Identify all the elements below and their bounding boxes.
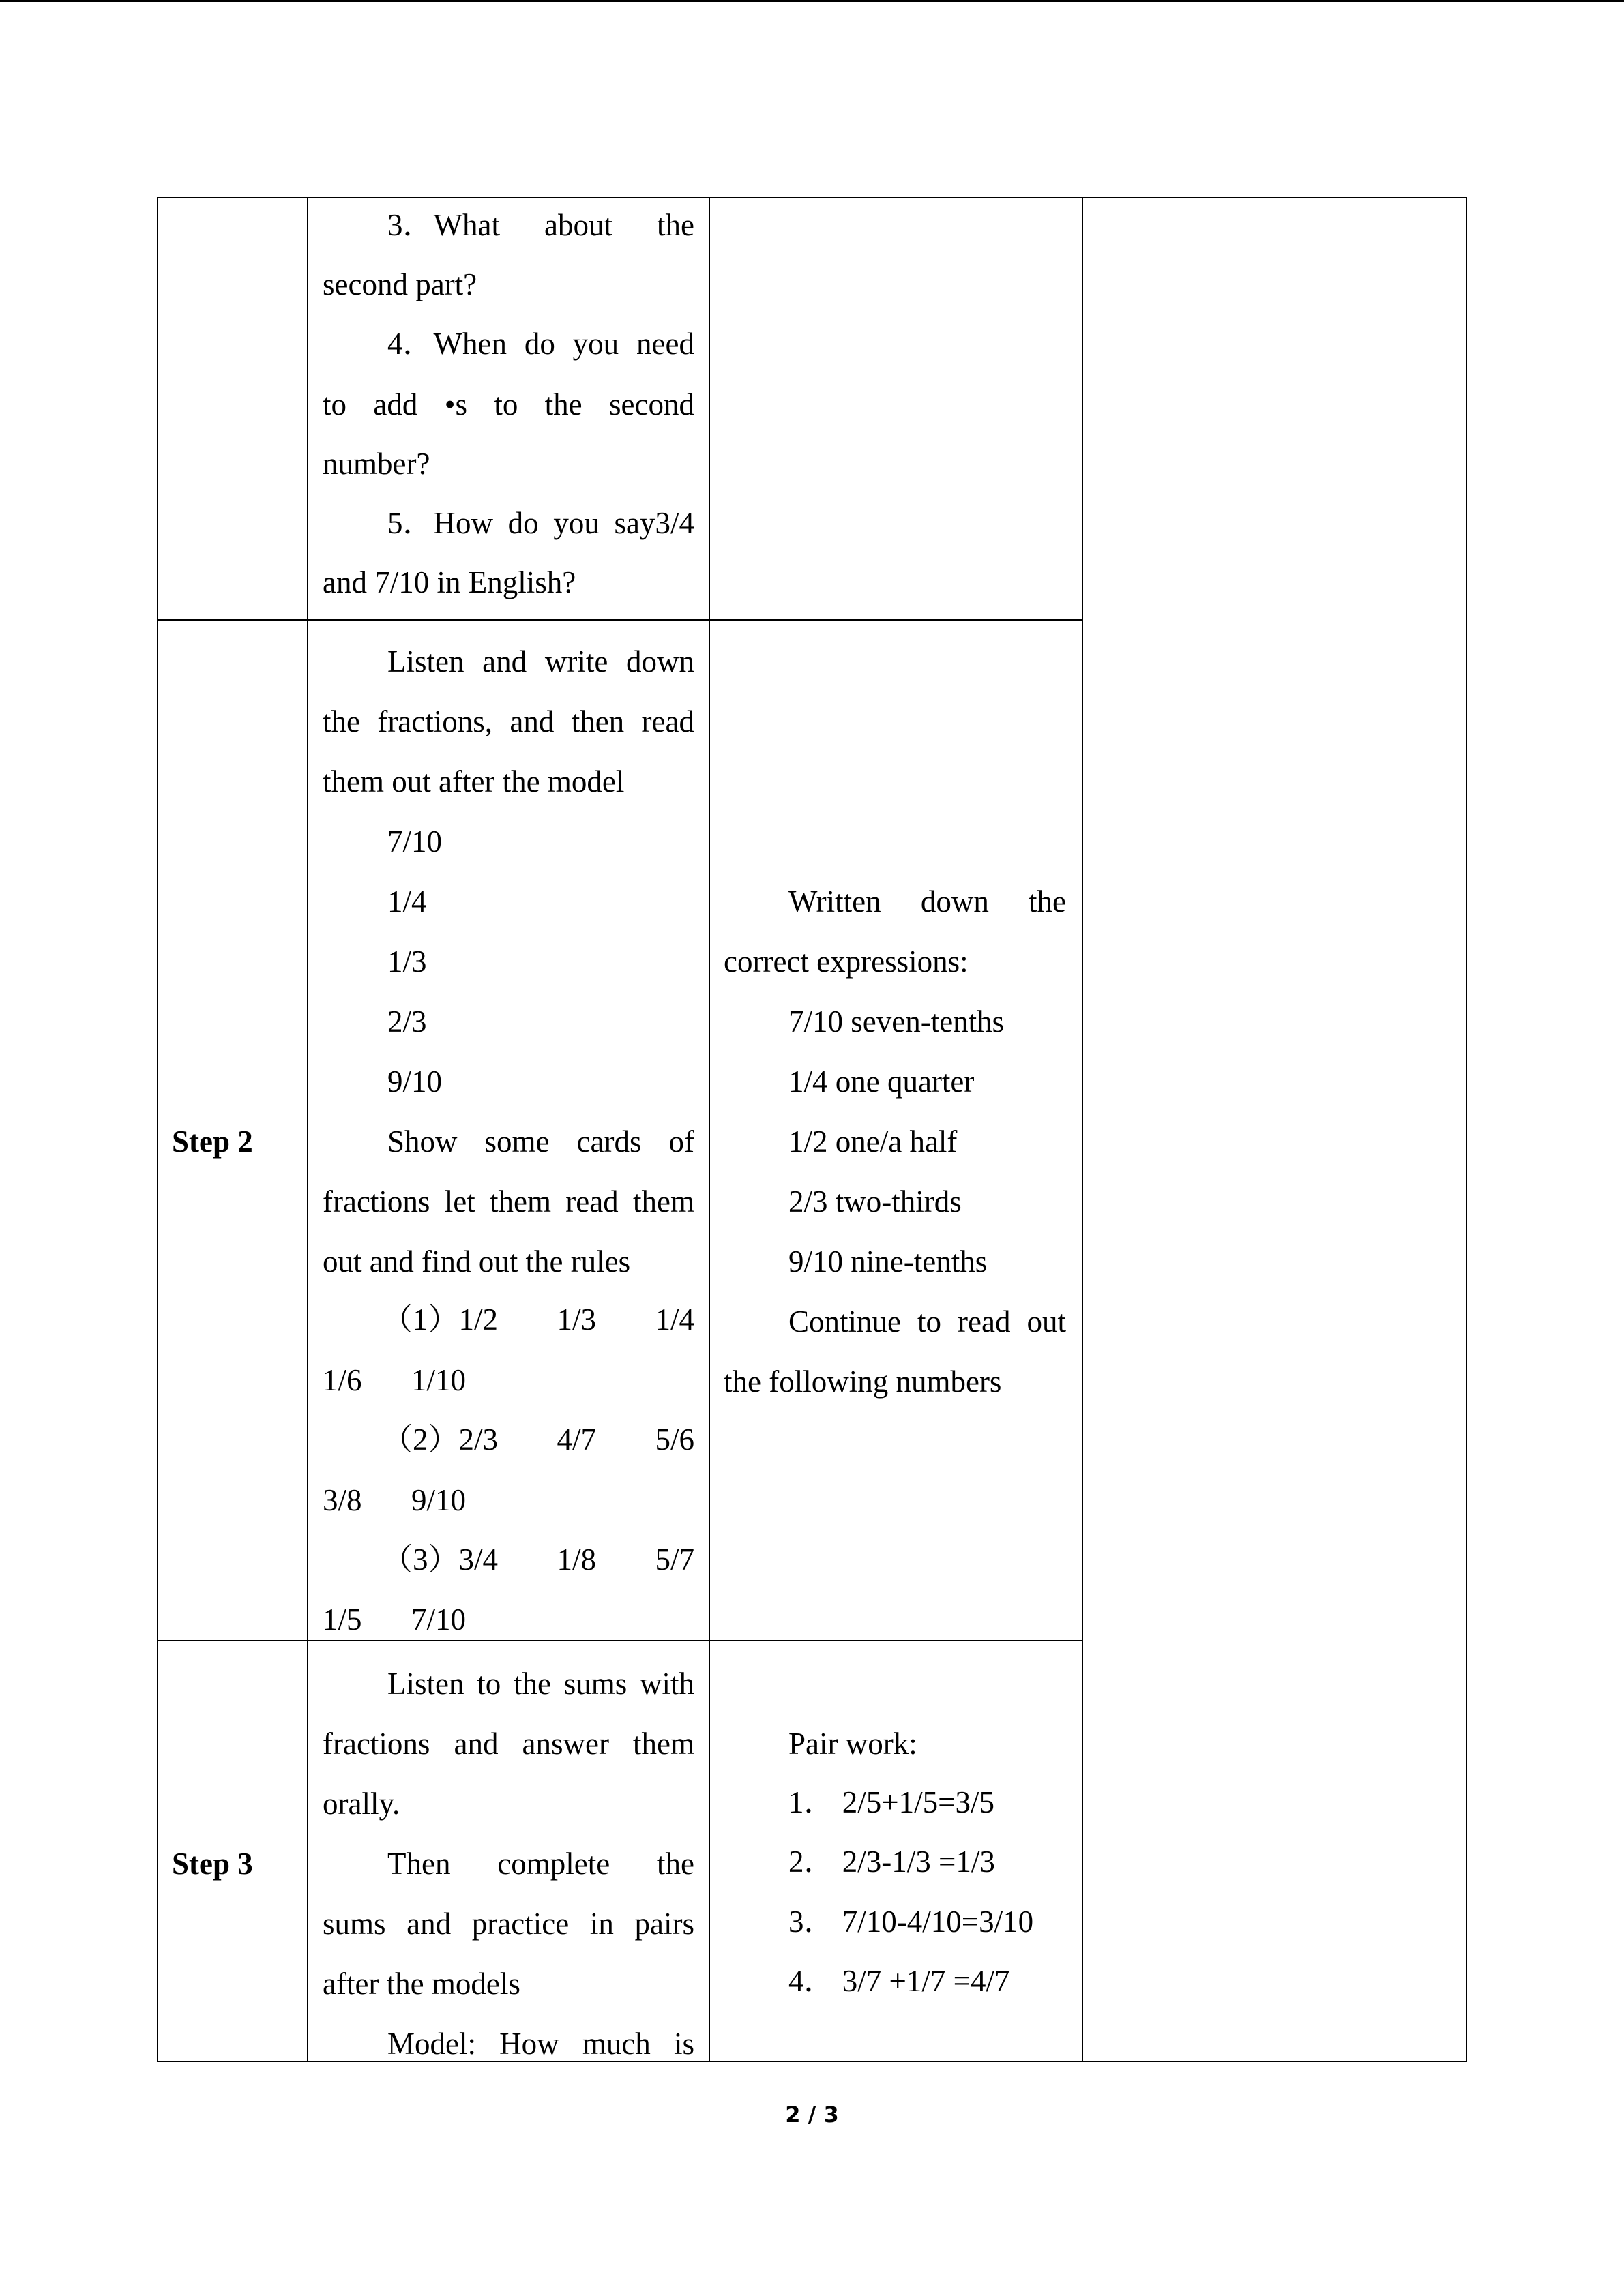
text-line: 7/10 (387, 824, 443, 859)
text-line: fractions let them read them (323, 1184, 694, 1219)
text-line: out and find out the rules (323, 1244, 631, 1279)
text-line: 3/8 9/10 (323, 1483, 466, 1517)
text-line: the fractions, and then read (323, 704, 694, 739)
text-line: （3）3/4 1/8 5/7 (382, 1542, 694, 1577)
text-line: （2）2/3 4/7 5/6 (382, 1422, 694, 1457)
text-line: Listen to the sums with (387, 1667, 694, 1701)
text-line: sums and practice in pairs (323, 1907, 694, 1941)
text-line: 7/10 seven-tenths (788, 1004, 1005, 1039)
text-line: 9/10 nine-tenths (788, 1244, 988, 1279)
text-line: Model: How much is (387, 2027, 694, 2061)
text-line: orally. (323, 1787, 400, 1821)
column-divider (709, 198, 710, 2061)
text-line: correct expressions: (724, 944, 969, 979)
text-line: Then complete the (387, 1847, 694, 1881)
text-line: 3． 7/10-4/10=3/10 (788, 1905, 1034, 1939)
text-line: 3．What about the (387, 208, 694, 242)
text-line: 1/6 1/10 (323, 1363, 466, 1397)
text-line: and 7/10 in English? (323, 565, 576, 599)
text-line: 1/2 one/a half (788, 1124, 958, 1159)
page-number: 2 / 3 (785, 2102, 839, 2128)
text-line: 2． 2/3-1/3 =1/3 (788, 1845, 995, 1879)
text-line: 2/3 (387, 1004, 427, 1039)
text-line: 1/4 (387, 884, 427, 919)
text-line: after the models (323, 1967, 520, 2001)
text-line: to add •s to the second (323, 387, 694, 421)
text-line: 4． 3/7 +1/7 =4/7 (788, 1964, 1010, 1998)
text-line: fractions and answer them (323, 1727, 694, 1761)
step-label: Step 2 (172, 1124, 253, 1159)
row-divider (158, 619, 1083, 621)
text-line: 1/5 7/10 (323, 1602, 466, 1637)
text-line: 1/4 one quarter (788, 1064, 975, 1099)
text-line: them out after the model (323, 764, 625, 799)
text-line: Show some cards of (387, 1124, 694, 1159)
step-label: Step 3 (172, 1847, 253, 1881)
text-line: （1）1/2 1/3 1/4 (382, 1302, 694, 1337)
row-divider (158, 1640, 1083, 1641)
text-line: second part? (323, 267, 477, 301)
column-divider (1082, 198, 1083, 2061)
text-line: 1． 2/5+1/5=3/5 (788, 1785, 995, 1819)
text-line: Continue to read out (788, 1304, 1066, 1339)
text-line: 9/10 (387, 1064, 443, 1099)
text-line: Pair work: (788, 1727, 917, 1761)
text-line: the following numbers (724, 1365, 1002, 1399)
text-line: Listen and write down (387, 644, 694, 679)
column-divider (307, 198, 308, 2061)
top-border (0, 0, 1624, 2)
text-line: Written down the (788, 884, 1066, 919)
text-line: 1/3 (387, 944, 427, 979)
text-line: number? (323, 447, 430, 481)
text-line: 4．When do you need (387, 327, 694, 361)
text-line: 2/3 two-thirds (788, 1184, 962, 1219)
text-line: 5．How do you say3/4 (387, 506, 694, 540)
